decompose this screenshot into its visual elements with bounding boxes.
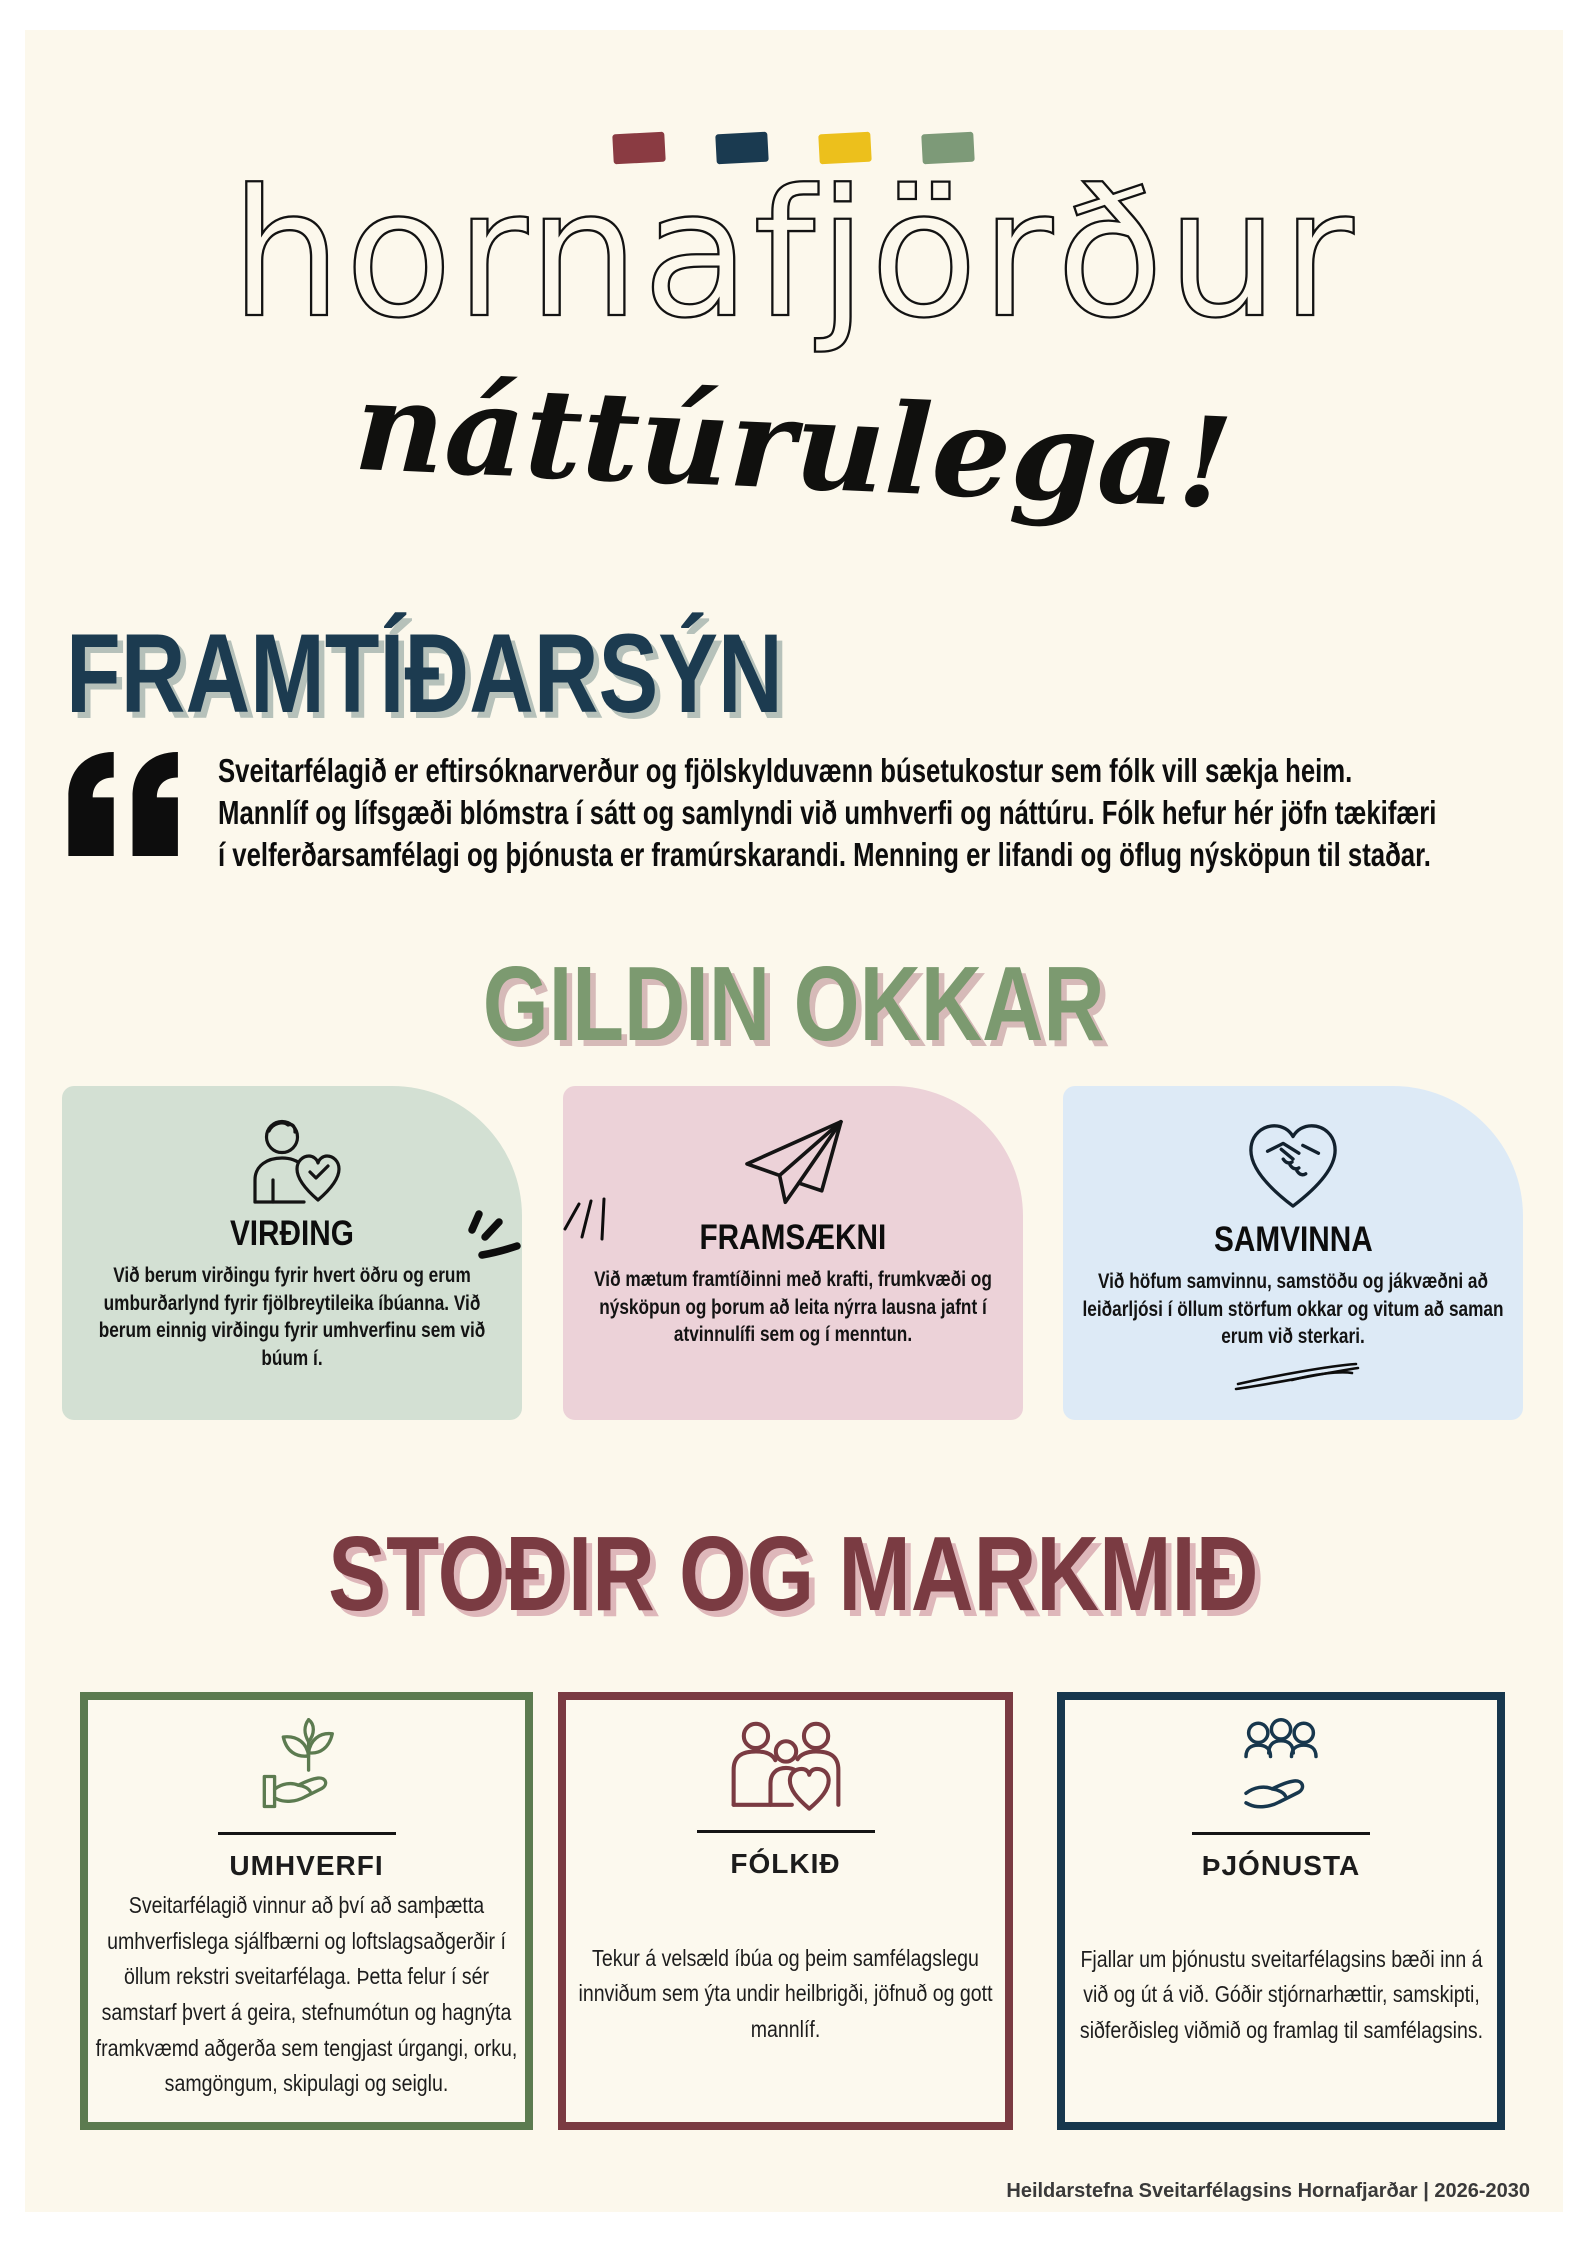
value-card-virding [62,1086,522,1420]
value-card-text: Við höfum samvinnu, samstöðu og jákvæðni að leiðarljósi í öllum störfum okkar og vitum að saman erum við sterkari. [1082,1270,1504,1349]
divider-line [1192,1832,1370,1835]
hand-people-icon [1221,1718,1341,1816]
logo-wordmark: hornafjörður [230,152,1357,357]
value-card-text: Við mætum framtíðinni með krafti, frumkvæði og nýsköpun og þorum að leita nýrra lausna jafnt í atvinnulífi sem og í menntun. [594,1268,992,1347]
footer-credit: Heildarstefna Sveitarfélagsins Hornafjarðar | 2026-2030 [1006,2180,1530,2202]
value-card-title: SAMVINNA [1213,1220,1373,1259]
pillars-heading: STOÐIR OG MARKMIÐ [328,1515,1259,1633]
divider-line [697,1830,875,1833]
handshake-heart-icon [1238,1116,1348,1210]
pillar-box-thjonusta [1057,1692,1505,2130]
scribble-underline-icon [1232,1358,1364,1394]
paper-plane-icon [737,1116,849,1208]
quote-icon [68,752,186,856]
values-heading: GILDIN OKKAR [482,945,1105,1063]
emphasis-strokes-icon [463,1206,525,1268]
value-card-title: FRAMSÆKNI [699,1218,887,1257]
vision-heading: FRAMTÍÐARSÝN [66,611,783,736]
value-card-text: Við berum virðingu fyrir hvert öðru og erum umburðarlynd fyrir fjölbreytileika íbúanna. Við berum einnig virðingu fyrir umhverfinu sem við búum í. [98,1264,486,1371]
pillar-box-folkid [558,1692,1013,2130]
vision-quote-line: Sveitarfélagið er eftirsóknarverður og fjölskylduvænn búsetukostur sem fólk vill sækja heim. [218,752,1353,789]
pillar-title: ÞJÓNUSTA [1201,1850,1361,1881]
pillar-title: FÓLKIÐ [730,1848,841,1879]
value-card-framsaekni [563,1086,1023,1420]
hand-plant-icon [244,1718,370,1816]
person-heart-icon [242,1116,342,1204]
vision-quote-line: í velferðarsamfélagi og þjónusta er framúrskarandi. Menning er lifandi og öflug nýsköpun til staðar. [218,836,1431,873]
pillar-text: Sveitarfélagið vinnur að því að samþætta umhverfislega sjálfbærni og loftslagsaðgerðir í öllum rekstri sveitarfélaga. Þetta felur í sér samstarf þvert á geira, stefnumótun og hagnýta framkvæmd aðgerða sem tengjast úrgangi, orku, samgöngum, skipulagi og seiglu. [95,1892,518,2097]
emphasis-lines-icon [560,1193,610,1251]
vision-quote [218,750,1587,876]
pillar-box-umhverfi [80,1692,533,2130]
vision-quote-line: Mannlíf og lífsgæði blómstra í sátt og samlyndi við umhverfi og náttúru. Fólk hefur hér jöfn tækifæri [218,794,1437,831]
family-heart-icon [722,1718,850,1814]
value-card-title: VIRÐING [230,1214,354,1253]
divider-line [218,1832,396,1835]
pillar-text: Fjallar um þjónustu sveitarfélagsins bæði inn á við og út á við. Góðir stjórnarhættir, samskipti, siðferðisleg viðmið og framlag til samfélagsins. [1079,1945,1483,2043]
pillar-text: Tekur á velsæld íbúa og þeim samfélagslegu innviðum sem ýta undir heilbrigði, jöfnuð og gott mannlíf. [578,1944,993,2042]
pillar-title: UMHVERFI [229,1850,384,1881]
logo-tagline: náttúrulega! [351,353,1236,538]
